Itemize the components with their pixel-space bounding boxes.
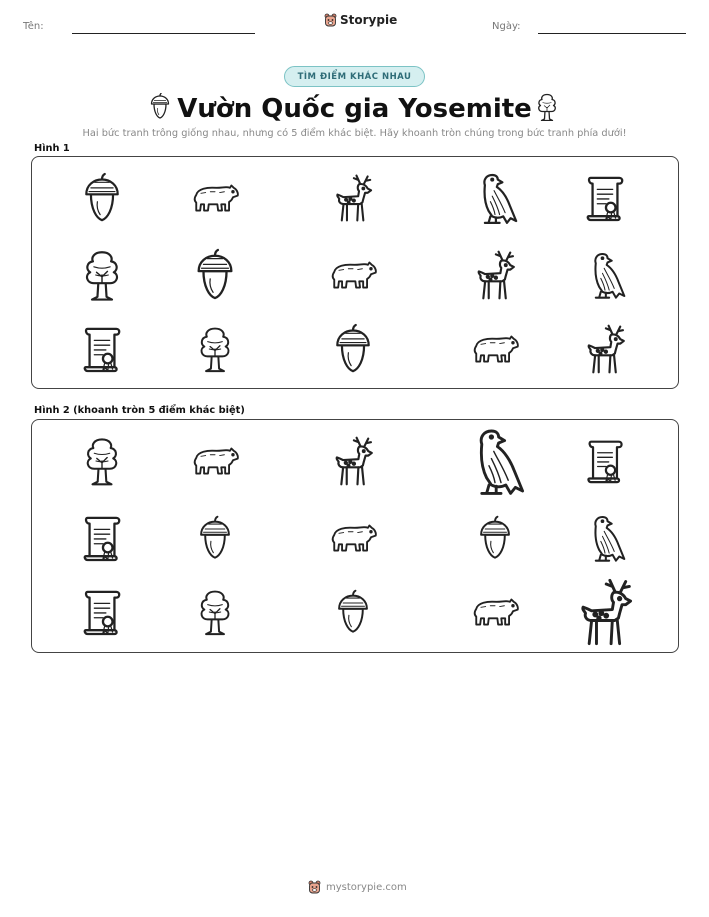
footer-url[interactable]: mystorypie.com xyxy=(326,881,407,893)
bear-drawing xyxy=(470,592,520,632)
tree-icon[interactable] xyxy=(82,249,122,301)
tree-icon[interactable] xyxy=(197,320,233,378)
eagle-drawing xyxy=(465,424,525,498)
acorn-icon[interactable] xyxy=(80,174,124,222)
instructions: Hai bức tranh trông giống nhau, nhưng có 5 điểm khác biệt. Hãy khoanh tròn chúng trong bức tranh phía dưới! xyxy=(82,128,627,139)
eagle-drawing xyxy=(584,248,626,302)
acorn-icon[interactable] xyxy=(331,325,375,373)
date-label: Ngày: xyxy=(492,21,521,32)
eagle-icon[interactable] xyxy=(584,512,626,564)
bear-drawing xyxy=(328,255,378,295)
acorn-drawing xyxy=(193,250,237,300)
deer-drawing xyxy=(577,576,633,648)
deer-icon[interactable] xyxy=(474,249,516,301)
tree-icon[interactable] xyxy=(197,588,233,636)
bear-icon[interactable] xyxy=(190,178,240,218)
tree-drawing xyxy=(197,320,233,378)
acorn-drawing xyxy=(335,588,371,636)
picture2-frame[interactable] xyxy=(31,419,679,653)
storypie-logo xyxy=(324,13,397,27)
acorn-drawing xyxy=(477,514,513,562)
eagle-icon[interactable] xyxy=(584,248,626,302)
activity-badge: TÌM ĐIỂM KHÁC NHAU xyxy=(284,66,425,87)
scroll-drawing xyxy=(80,325,124,373)
acorn-icon[interactable] xyxy=(193,250,237,300)
eagle-icon[interactable] xyxy=(465,424,525,498)
eagle-icon[interactable] xyxy=(472,170,518,226)
deer-drawing xyxy=(584,323,626,375)
brand-name: Storypie xyxy=(340,13,398,27)
acorn-icon[interactable] xyxy=(477,514,513,562)
picture2-label: Hình 2 (khoanh tròn 5 điểm khác biệt) xyxy=(34,405,245,416)
bear-icon[interactable] xyxy=(190,441,240,481)
scroll-drawing xyxy=(583,174,627,222)
bear-icon[interactable] xyxy=(328,518,378,558)
scroll-icon[interactable] xyxy=(583,174,627,222)
acorn-icon[interactable] xyxy=(335,588,371,636)
name-label: Tên: xyxy=(23,21,44,32)
scroll-icon[interactable] xyxy=(80,514,124,562)
scroll-icon[interactable] xyxy=(583,438,627,484)
deer-drawing xyxy=(332,435,374,487)
scroll-drawing xyxy=(80,588,124,636)
eagle-drawing xyxy=(472,170,518,226)
storypie-bear-icon xyxy=(324,13,337,27)
scroll-drawing xyxy=(80,514,124,562)
deer-drawing xyxy=(331,173,375,223)
tree-icon xyxy=(536,93,558,121)
storypie-bear-icon xyxy=(308,880,321,894)
bear-drawing xyxy=(328,518,378,558)
bear-drawing xyxy=(190,441,240,481)
acorn-drawing xyxy=(331,325,375,373)
bear-icon[interactable] xyxy=(328,255,378,295)
bear-drawing xyxy=(190,178,240,218)
scroll-drawing xyxy=(583,438,627,484)
bear-icon[interactable] xyxy=(470,329,520,369)
page-title: Vườn Quốc gia Yosemite xyxy=(177,94,532,124)
eagle-drawing xyxy=(584,512,626,564)
deer-icon[interactable] xyxy=(331,173,375,223)
tree-drawing xyxy=(197,588,233,636)
deer-icon[interactable] xyxy=(584,323,626,375)
acorn-icon[interactable] xyxy=(197,514,233,562)
name-line[interactable] xyxy=(72,33,255,34)
tree-icon[interactable] xyxy=(83,435,121,487)
tree-drawing xyxy=(82,249,122,301)
deer-drawing xyxy=(474,249,516,301)
deer-icon[interactable] xyxy=(332,435,374,487)
acorn-drawing xyxy=(197,514,233,562)
date-line[interactable] xyxy=(538,33,686,34)
picture1-label: Hình 1 xyxy=(34,143,70,154)
deer-icon[interactable] xyxy=(577,576,633,648)
scroll-icon[interactable] xyxy=(80,588,124,636)
bear-drawing xyxy=(470,329,520,369)
bear-icon[interactable] xyxy=(470,592,520,632)
acorn-drawing xyxy=(80,174,124,222)
footer xyxy=(308,880,407,894)
scroll-icon[interactable] xyxy=(80,325,124,373)
tree-drawing xyxy=(83,435,121,487)
picture1-frame[interactable] xyxy=(31,156,679,389)
